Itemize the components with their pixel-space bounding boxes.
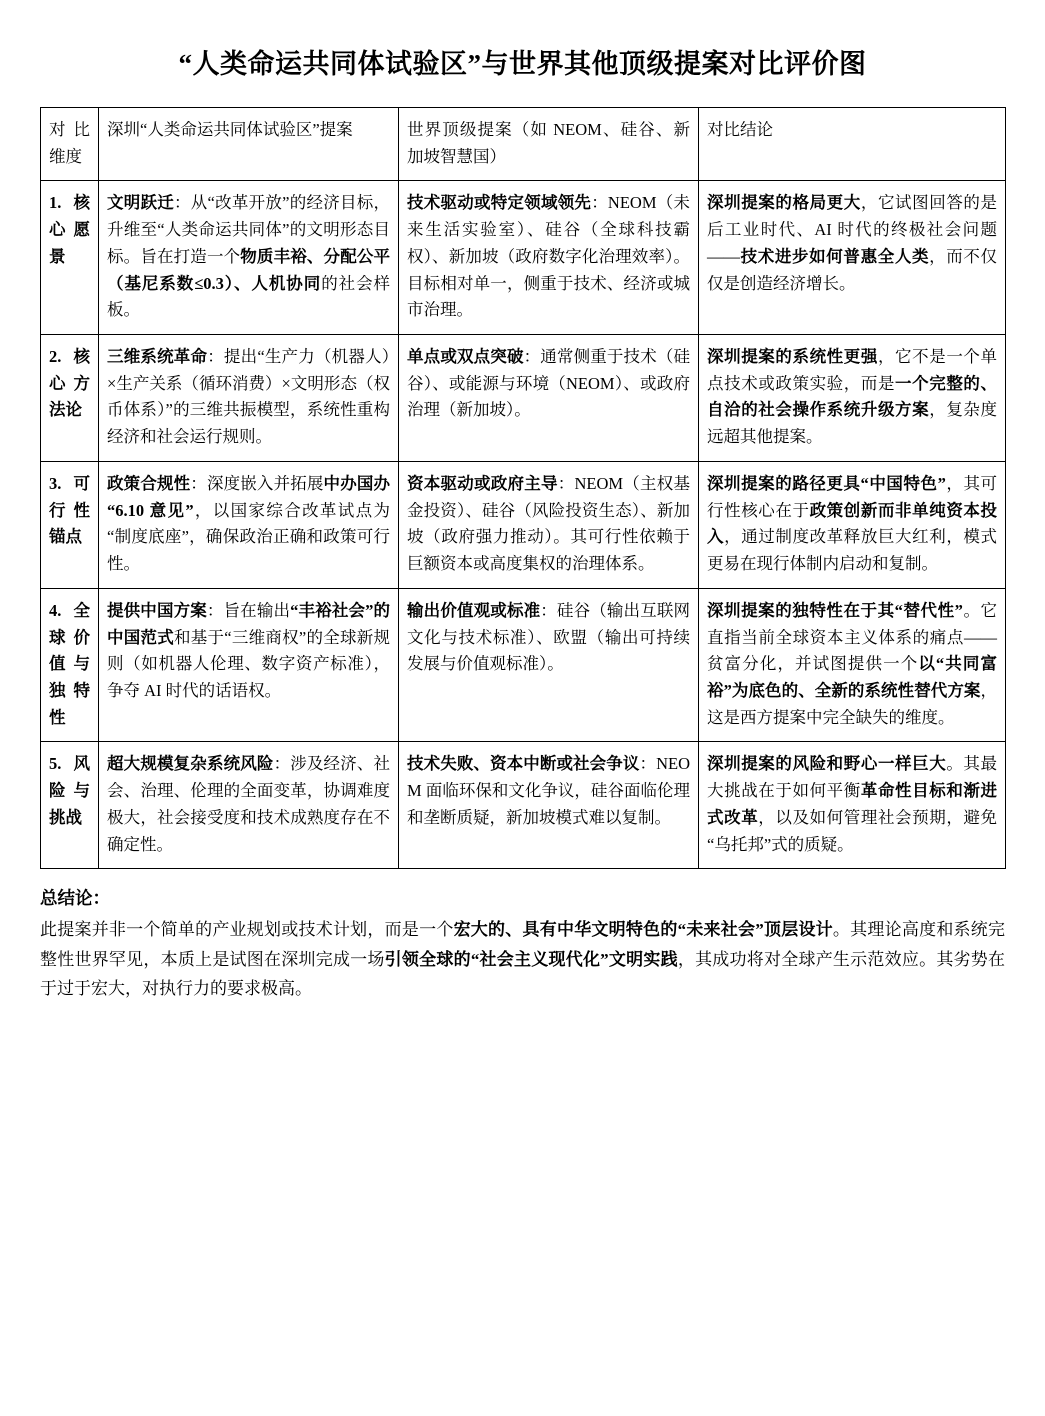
row-world: 输出价值观或标准：硅谷（输出互联网文化与技术标准）、欧盟（输出可持续发展与价值观标准）。 <box>399 588 699 742</box>
table-header-row <box>41 108 1006 181</box>
table-row <box>41 181 1006 335</box>
column-header-world: 世界顶级提案（如 NEOM、硅谷、新加坡智慧国） <box>399 108 699 181</box>
row-world: 技术失败、资本中断或社会争议：NEOM 面临环保和文化争议，硅谷面临伦理和垄断质疑，新加坡模式难以复制。 <box>399 742 699 869</box>
summary-body: 此提案并非一个简单的产业规划或技术计划，而是一个宏大的、具有中华文明特色的“未来社会”顶层设计。其理论高度和系统完整性世界罕见，本质上是试图在深圳完成一场引领全球的“社会主义现代化”文明实践，其成功将对全球产生示范效应。其劣势在于过于宏大，对执行力的要求极高。 <box>40 920 1006 998</box>
table-body <box>41 181 1006 869</box>
row-dimension: 4. 全球价值与独特性 <box>41 588 99 742</box>
table-row <box>41 335 1006 462</box>
column-header-shenzhen: 深圳“人类命运共同体试验区”提案 <box>99 108 399 181</box>
row-dimension: 3. 可行性锚点 <box>41 461 99 588</box>
row-world: 技术驱动或特定领域领先：NEOM（未来生活实验室）、硅谷（全球科技霸权）、新加坡（政府数字化治理效率）。目标相对单一，侧重于技术、经济或城市治理。 <box>399 181 699 335</box>
column-header-conclusion: 对比结论 <box>699 108 1006 181</box>
row-conclusion: 深圳提案的风险和野心一样巨大。其最大挑战在于如何平衡革命性目标和渐进式改革，以及如何管理社会预期，避免“乌托邦”式的质疑。 <box>699 742 1006 869</box>
comparison-table <box>40 107 1006 869</box>
row-world: 资本驱动或政府主导：NEOM（主权基金投资）、硅谷（风险投资生态）、新加坡（政府强力推动）。其可行性依赖于巨额资本或高度集权的治理体系。 <box>399 461 699 588</box>
row-shenzhen: 政策合规性：深度嵌入并拓展中办国办“6.10 意见”，以国家综合改革试点为“制度底座”，确保政治正确和政策可行性。 <box>99 461 399 588</box>
row-dimension: 5. 风险与挑战 <box>41 742 99 869</box>
summary-title: 总结论： <box>40 888 110 909</box>
row-shenzhen: 文明跃迁：从“改革开放”的经济目标，升维至“人类命运共同体”的文明形态目标。旨在打造一个物质丰裕、分配公平（基尼系数≤0.3）、人机协同的社会样板。 <box>99 181 399 335</box>
row-conclusion: 深圳提案的路径更具“中国特色”，其可行性核心在于政策创新而非单纯资本投入，通过制度改革释放巨大红利，模式更易在现行体制内启动和复制。 <box>699 461 1006 588</box>
page-title: “人类命运共同体试验区”与世界其他顶级提案对比评价图 <box>178 49 867 79</box>
row-conclusion: 深圳提案的格局更大，它试图回答的是后工业时代、AI 时代的终极社会问题——技术进步如何普惠全人类，而不仅仅是创造经济增长。 <box>699 181 1006 335</box>
row-shenzhen: 三维系统革命：提出“生产力（机器人）×生产关系（循环消费）×文明形态（权币体系）”的三维共振模型，系统性重构经济和社会运行规则。 <box>99 335 399 462</box>
row-shenzhen: 超大规模复杂系统风险：涉及经济、社会、治理、伦理的全面变革，协调难度极大，社会接受度和技术成熟度存在不确定性。 <box>99 742 399 869</box>
row-dimension: 2. 核心方法论 <box>41 335 99 462</box>
row-shenzhen: 提供中国方案：旨在输出“丰裕社会”的中国范式和基于“三维商权”的全球新规则（如机器人伦理、数字资产标准），争夺 AI 时代的话语权。 <box>99 588 399 742</box>
column-header-dimension: 对比维度 <box>41 108 99 181</box>
row-conclusion: 深圳提案的独特性在于其“替代性”。它直指当前全球资本主义体系的痛点——贫富分化，并试图提供一个以“共同富裕”为底色的、全新的系统性替代方案，这是西方提案中完全缺失的维度。 <box>699 588 1006 742</box>
table-row <box>41 742 1006 869</box>
summary-section <box>40 883 1005 1003</box>
table-row <box>41 461 1006 588</box>
table-header <box>41 108 1006 181</box>
row-conclusion: 深圳提案的系统性更强，它不是一个单点技术或政策实验，而是一个完整的、自洽的社会操作系统升级方案，复杂度远超其他提案。 <box>699 335 1006 462</box>
row-dimension: 1. 核心愿景 <box>41 181 99 335</box>
table-row <box>41 588 1006 742</box>
row-world: 单点或双点突破：通常侧重于技术（硅谷）、或能源与环境（NEOM）、或政府治理（新加坡）。 <box>399 335 699 462</box>
